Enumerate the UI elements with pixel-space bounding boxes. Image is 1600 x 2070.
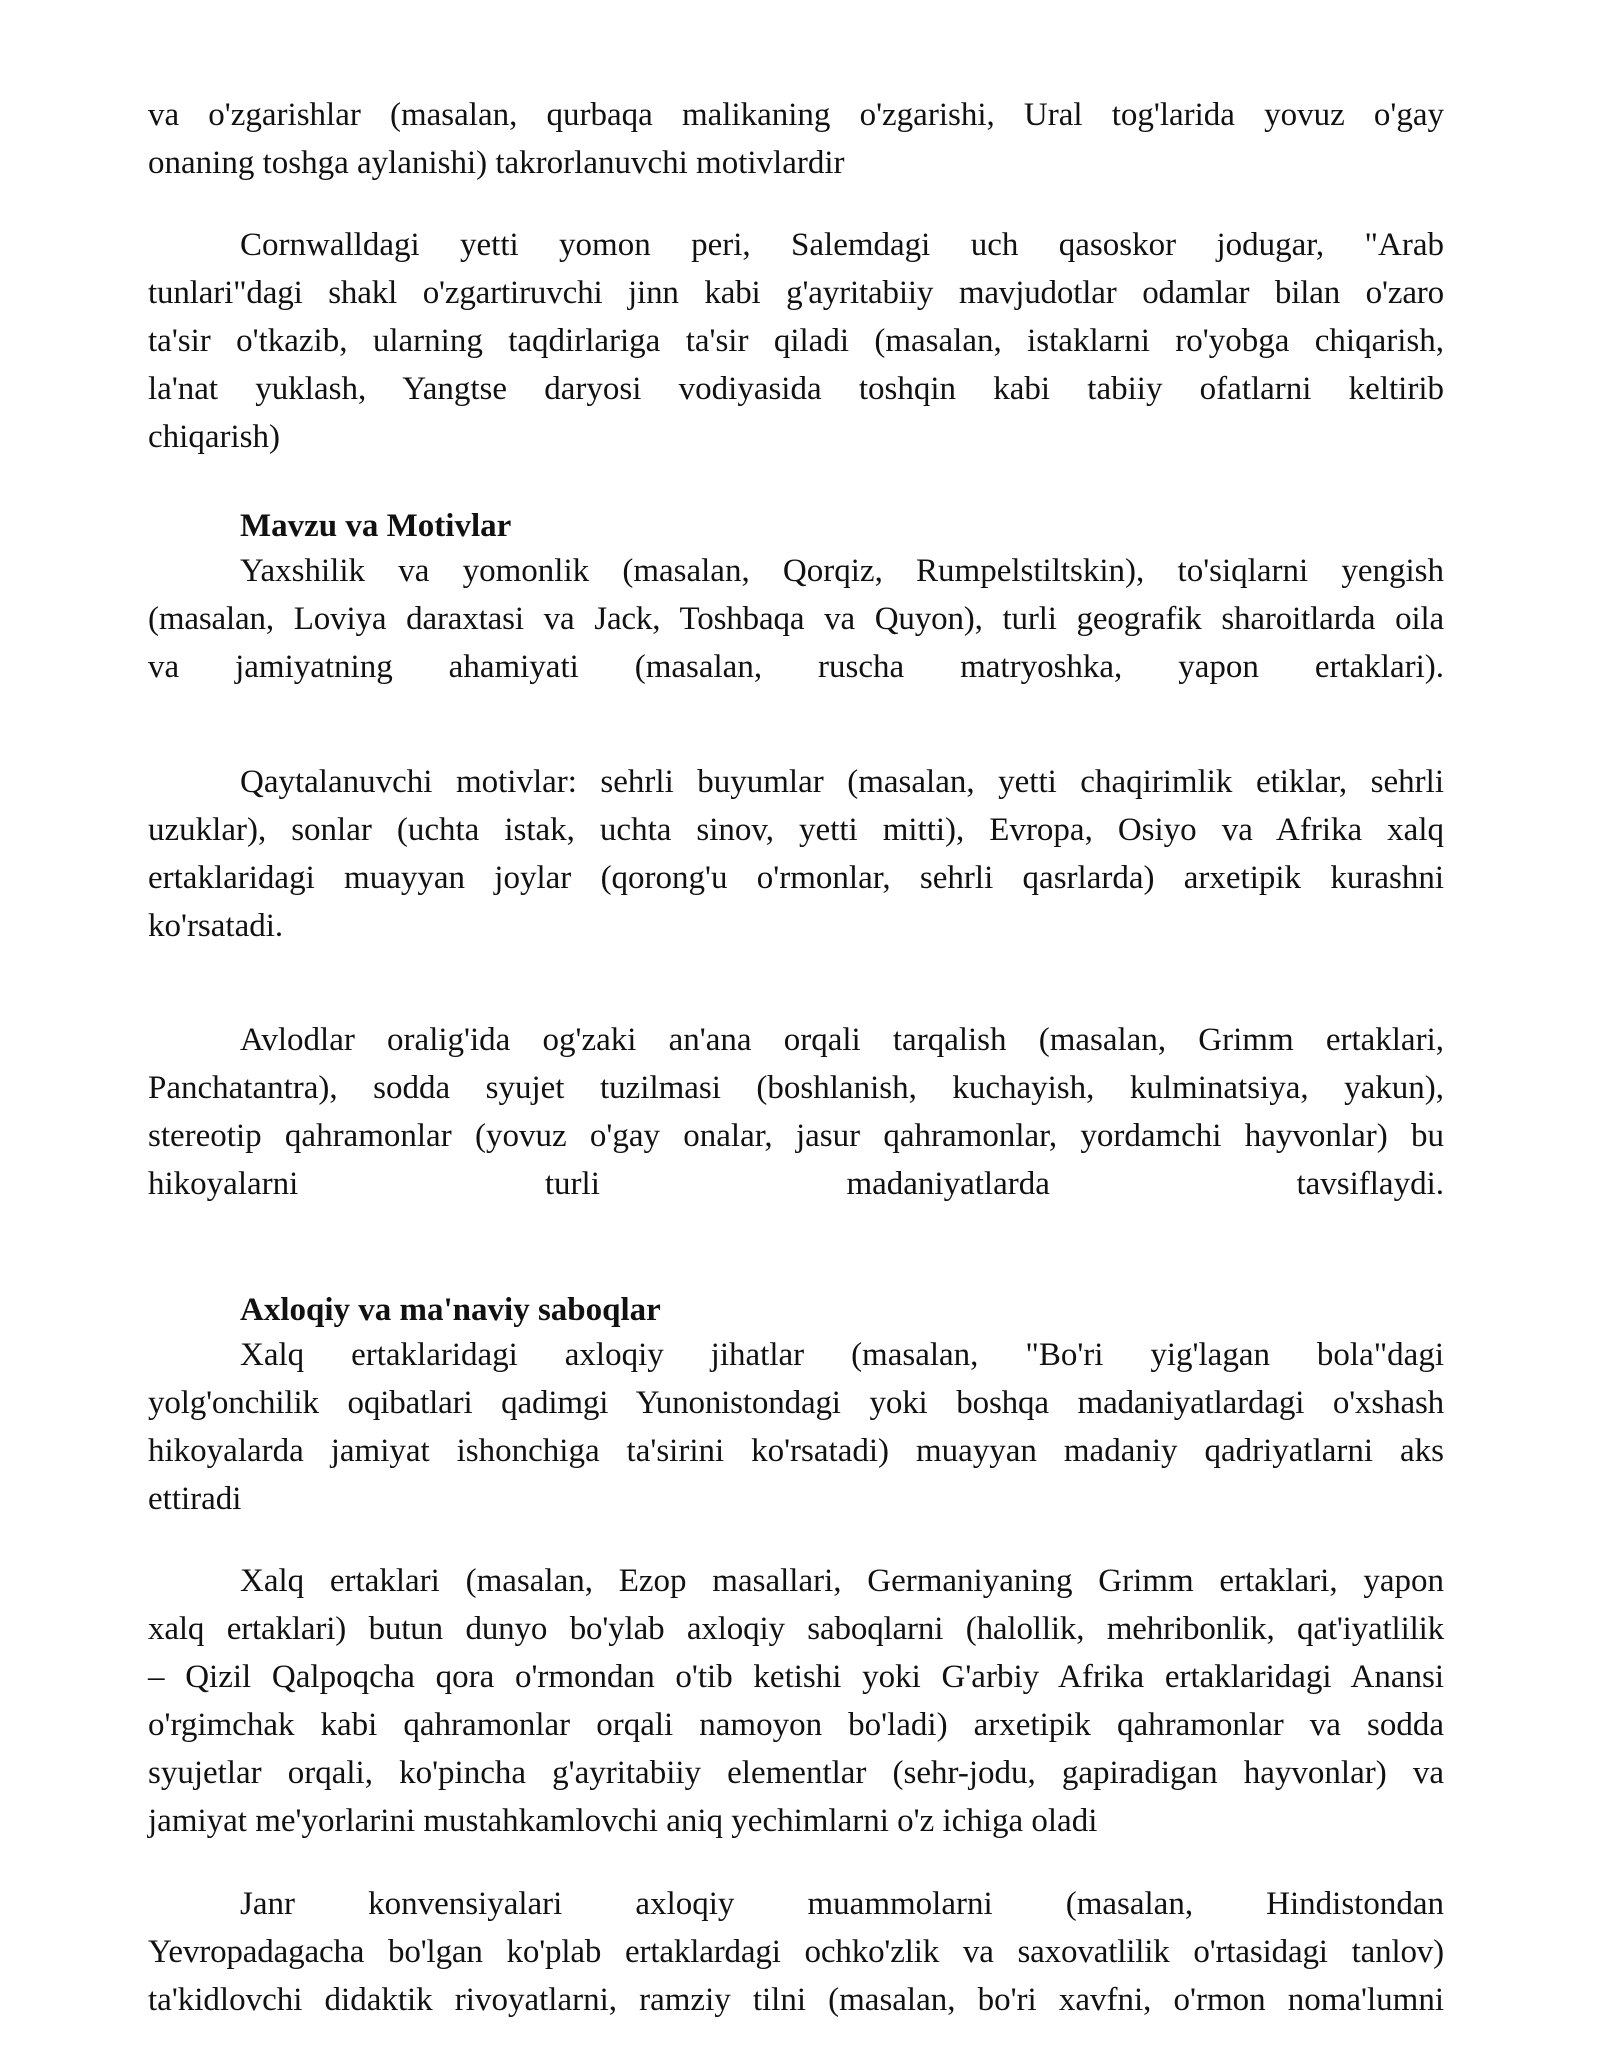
text-line: Cornwalldagi yetti yomon peri, Salemdagi uch qasoskor jodugar, "Arab	[240, 227, 1444, 263]
paragraph-supernatural-beings	[148, 221, 1444, 461]
text-line: Panchatantra), sodda syujet tuzilmasi (boshlanish, kuchayish, kulminatsiya, yakun),	[148, 1070, 1444, 1106]
text-line: hikoyalarni turli madaniyatlarda tavsiflaydi.	[148, 1166, 1444, 1202]
text-line: va jamiyatning ahamiyati (masalan, ruscha matryoshka, yapon ertaklari).	[148, 649, 1444, 685]
text-line: xalq ertaklari) butun dunyo bo'ylab axloqiy saboqlarni (halollik, mehribonlik, qat'iyatlilik	[148, 1611, 1444, 1647]
section-heading-moral-lessons: Axloqiy va ma'naviy saboqlar	[240, 1292, 661, 1328]
text-line: yolg'onchilik oqibatlari qadimgi Yunonistondagi yoki boshqa madaniyatlardagi o'xshash	[148, 1385, 1444, 1421]
text-line: Qaytalanuvchi motivlar: sehrli buyumlar (masalan, yetti chaqirimlik etiklar, sehrli	[240, 764, 1444, 800]
text-line: o'rgimchak kabi qahramonlar orqali namoyon bo'ladi) arxetipik qahramonlar va sodda	[148, 1707, 1444, 1743]
text-line: jamiyat me'yorlarini mustahkamlovchi aniq yechimlarni o'z ichiga oladi	[148, 1803, 1098, 1839]
paragraph-genre-conventions	[148, 1880, 1444, 2024]
text-line: ta'kidlovchi didaktik rivoyatlarni, ramziy tilni (masalan, bo'ri xavfni, o'rmon noma'lumni	[148, 1982, 1444, 2018]
text-line: onaning toshga aylanishi) takrorlanuvchi motivlardir	[148, 145, 845, 181]
section-heading-themes-motifs: Mavzu va Motivlar	[240, 508, 512, 544]
text-line: tunlari"dagi shakl o'zgartiruvchi jinn kabi g'ayritabiiy mavjudotlar odamlar bilan o'zaro	[148, 275, 1444, 311]
paragraph-moral-aspects	[148, 1331, 1444, 1523]
text-line: ko'rsatadi.	[148, 908, 284, 944]
text-line: va o'zgarishlar (masalan, qurbaqa malikaning o'zgarishi, Ural tog'larida yovuz o'gay	[148, 97, 1444, 133]
text-line: Yaxshilik va yomonlik (masalan, Qorqiz, Rumpelstiltskin), to'siqlarni yengish	[240, 553, 1444, 589]
text-line: ettiradi	[148, 1481, 242, 1517]
text-line: Janr konvensiyalari axloqiy muammolarni (masalan, Hindistondan	[240, 1886, 1444, 1922]
text-line: Yevropadagacha bo'lgan ko'plab ertaklardagi ochko'zlik va saxovatlilik o'rtasidagi tanlov)	[148, 1934, 1444, 1970]
paragraph-oral-tradition	[148, 1016, 1444, 1208]
text-line: ta'sir o'tkazib, ularning taqdirlariga ta'sir qiladi (masalan, istaklarni ro'yobga chiqarish,	[148, 323, 1444, 359]
text-line: ertaklaridagi muayyan joylar (qorong'u o'rmonlar, sehrli qasrlarda) arxetipik kurashni	[148, 860, 1444, 896]
paragraph-recurring-motifs	[148, 758, 1444, 950]
text-line: Xalq ertaklaridagi axloqiy jihatlar (masalan, "Bo'ri yig'lagan bola"dagi	[240, 1337, 1444, 1373]
text-line: Avlodlar oralig'ida og'zaki an'ana orqali tarqalish (masalan, Grimm ertaklari,	[240, 1022, 1444, 1058]
text-line: la'nat yuklash, Yangtse daryosi vodiyasida toshqin kabi tabiiy ofatlarni keltirib	[148, 371, 1444, 407]
paragraph-folk-tales-examples	[148, 1557, 1444, 1845]
paragraph-transformations	[148, 91, 1444, 187]
text-line: chiqarish)	[148, 419, 280, 455]
text-line: stereotip qahramonlar (yovuz o'gay onalar, jasur qahramonlar, yordamchi hayvonlar) bu	[148, 1118, 1444, 1154]
text-line: – Qizil Qalpoqcha qora o'rmondan o'tib ketishi yoki G'arbiy Afrika ertaklaridagi Anansi	[148, 1659, 1444, 1695]
text-line: uzuklar), sonlar (uchta istak, uchta sinov, yetti mitti), Evropa, Osiyo va Afrika xalq	[148, 812, 1444, 848]
text-line: Xalq ertaklari (masalan, Ezop masallari, Germaniyaning Grimm ertaklari, yapon	[240, 1563, 1444, 1599]
text-line: syujetlar orqali, ko'pincha g'ayritabiiy elementlar (sehr-jodu, gapiradigan hayvonlar) va	[148, 1755, 1444, 1791]
text-line: hikoyalarda jamiyat ishonchiga ta'sirini ko'rsatadi) muayyan madaniy qadriyatlarni aks	[148, 1433, 1444, 1469]
text-line: (masalan, Loviya daraxtasi va Jack, Toshbaqa va Quyon), turli geografik sharoitlarda oila	[148, 601, 1444, 637]
paragraph-good-evil	[148, 547, 1444, 691]
